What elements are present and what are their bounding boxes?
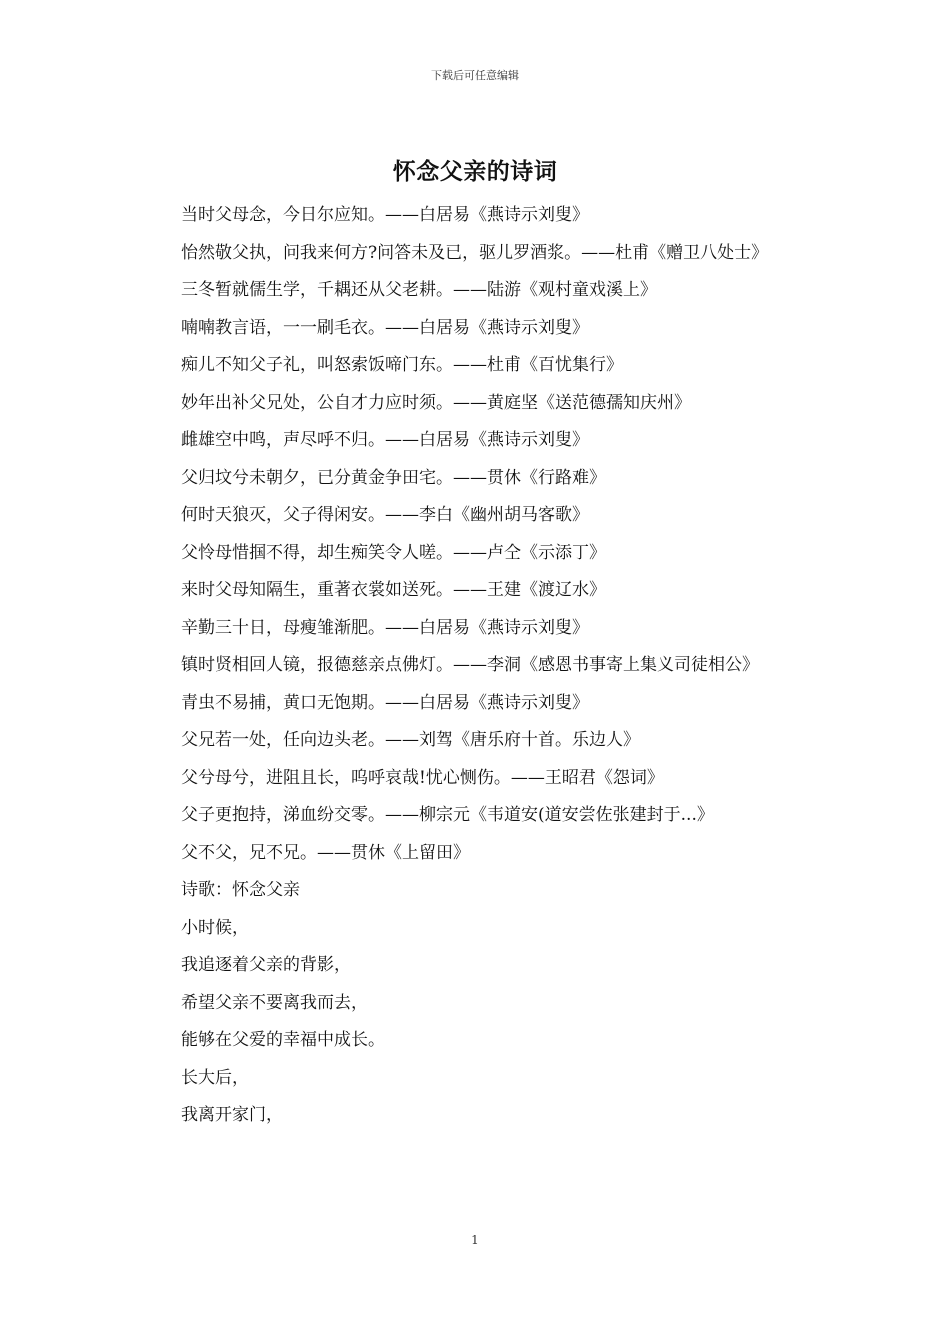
paragraph: 我离开家门， [181, 1105, 283, 1125]
paragraph: 希望父亲不要离我而去， [181, 992, 368, 1013]
paragraph: 镇时贤相回人镜，报德慈亲点佛灯。——李洞《感恩书事寄上集义司徒相公》 [181, 655, 759, 675]
paragraph: 何时天狼灭，父子得闲安。——李白《幽州胡马客歌》 [181, 505, 589, 525]
paragraph: 辛勤三十日，母瘦雏渐肥。——白居易《燕诗示刘叟》 [181, 617, 589, 638]
paragraph: 青虫不易捕，黄口无饱期。——白居易《燕诗示刘叟》 [181, 692, 589, 713]
page-number: 1 [471, 1233, 479, 1247]
paragraph: 当时父母念，今日尔应知。——白居易《燕诗示刘叟》 [181, 205, 589, 225]
paragraph: 小时候， [181, 917, 249, 938]
paragraph: 怡然敬父执，问我来何方?问答未及已，驱儿罗酒浆。——杜甫《赠卫八处士》 [181, 242, 769, 263]
page-header: 下载后可任意编辑 [431, 69, 519, 82]
paragraph: 父兮母兮，进阻且长，呜呼哀哉!忧心恻伤。——王昭君《怨词》 [181, 767, 664, 788]
paragraph: 父不父，兄不兄。——贯休《上留田》 [181, 842, 470, 863]
paragraph: 来时父母知隔生，重著衣裳如送死。——王建《渡辽水》 [181, 580, 606, 600]
document-body [145, 197, 810, 1135]
paragraph: 长大后， [181, 1067, 249, 1088]
paragraph: 痴儿不知父子礼，叫怒索饭啼门东。——杜甫《百忧集行》 [181, 355, 623, 375]
paragraph: 父归坟兮未朝夕，已分黄金争田宅。——贯休《行路难》 [181, 467, 606, 488]
paragraph: 喃喃教言语，一一刷毛衣。——白居易《燕诗示刘叟》 [181, 317, 589, 338]
paragraph: 父怜母惜掴不得，却生痴笑令人嗟。——卢仝《示添丁》 [181, 542, 606, 563]
paragraph: 我追逐着父亲的背影， [181, 955, 351, 975]
paragraph: 诗歌：怀念父亲 [181, 880, 300, 900]
paragraph: 父兄若一处，任向边头老。——刘驾《唐乐府十首。乐边人》 [181, 730, 640, 750]
paragraph: 妙年出补父兄处，公自才力应时须。——黄庭坚《送范德孺知庆州》 [181, 392, 691, 413]
paragraph: 三冬暂就儒生学，千耦还从父老耕。——陆游《观村童戏溪上》 [181, 280, 657, 300]
paragraph: 父子更抱持，涕血纷交零。——柳宗元《韦道安(道安尝佐张建封于...》 [181, 805, 714, 825]
paragraph: 雌雄空中鸣，声尽呼不归。——白居易《燕诗示刘叟》 [181, 430, 589, 450]
document-title: 怀念父亲的诗词 [392, 158, 558, 185]
paragraph: 能够在父爱的幸福中成长。 [181, 1030, 385, 1050]
